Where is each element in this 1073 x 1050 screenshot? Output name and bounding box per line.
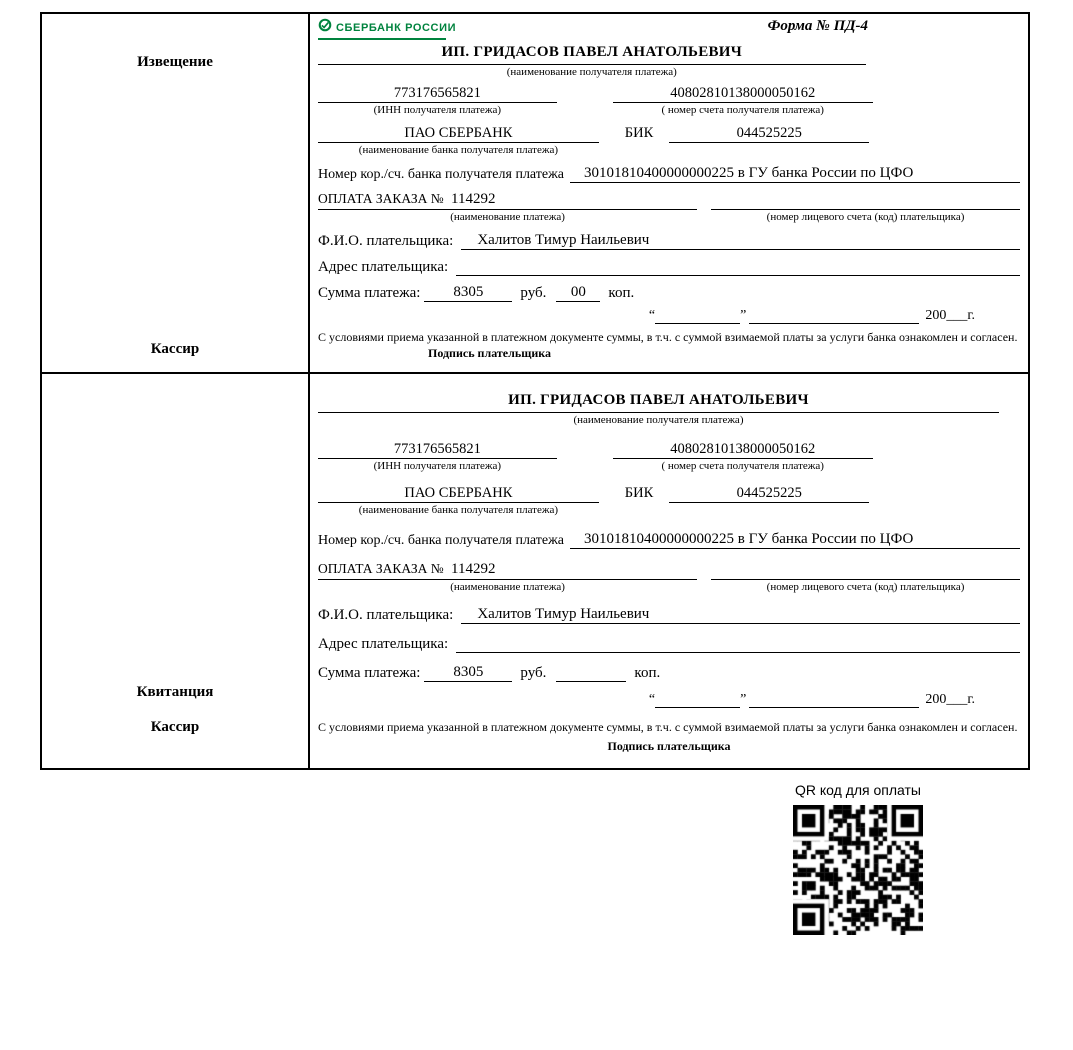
payer-code-caption: (номер лицевого счета (код) плательщика) <box>766 211 965 223</box>
payment-purpose-label: ОПЛАТА ЗАКАЗА № <box>318 191 444 206</box>
payer-address-row <box>318 634 1020 653</box>
quote-close: ” <box>740 308 747 323</box>
payer-code-line <box>711 562 1020 580</box>
bik-label: БИК <box>624 125 654 141</box>
payer-address-label: Адрес плательщика: <box>318 259 449 275</box>
sberbank-logo-icon <box>318 18 332 37</box>
order-number: 114292 <box>451 561 496 577</box>
korr-value: 30101810400000000225 в ГУ банка России по ЦФО <box>570 164 1020 183</box>
agreement-text <box>318 720 1020 736</box>
payment-caption: (наименование платежа) <box>450 581 565 593</box>
payment-caption: (наименование платежа) <box>450 211 565 223</box>
korr-label: Номер кор./сч. банка получателя платежа <box>318 167 564 182</box>
date-day-line <box>655 308 740 324</box>
payment-purpose-row <box>318 561 1020 580</box>
year-label: 200___г. <box>925 308 975 323</box>
inn-value: 773176565821 <box>318 440 557 459</box>
bank-caption: (наименование банка получателя платежа) <box>358 504 559 516</box>
bank-row <box>318 484 1020 516</box>
sberbank-logo-tagline <box>318 38 446 40</box>
quote-close: ” <box>740 692 747 707</box>
agreement-text <box>318 330 1020 361</box>
receipt-left-cell <box>42 374 310 768</box>
rub-label: руб. <box>520 285 547 301</box>
bank-row <box>318 124 1020 156</box>
sum-rub-value: 8305 <box>424 283 512 302</box>
recipient-block <box>318 44 866 78</box>
recipient-name: ИП. ГРИДАСОВ ПАВЕЛ АНАТОЛЬЕВИЧ <box>318 392 999 413</box>
receipt-content <box>310 374 1028 768</box>
account-caption: ( номер счета получателя платежа) <box>661 104 824 116</box>
inn-caption: (ИНН получателя платежа) <box>373 460 502 472</box>
bik-value: 044525225 <box>669 124 869 143</box>
form-number: Форма № ПД-4 <box>767 18 868 34</box>
bik-label: БИК <box>624 485 654 501</box>
payment-caption-row <box>318 580 1020 593</box>
signature-label: Подпись плательщика <box>607 738 731 753</box>
rub-label: руб. <box>520 665 547 681</box>
payer-address-label: Адрес плательщика: <box>318 636 449 652</box>
payer-code-caption: (номер лицевого счета (код) плательщика) <box>766 581 965 593</box>
kop-label: коп. <box>634 665 661 681</box>
account-caption: ( номер счета получателя платежа) <box>661 460 824 472</box>
sum-kop-blank-line <box>556 663 626 682</box>
recipient-name: ИП. ГРИДАСОВ ПАВЕЛ АНАТОЛЬЕВИЧ <box>318 44 866 65</box>
receipt-section <box>42 372 1028 768</box>
sberbank-logo-text: СБЕРБАНК РОССИИ <box>336 21 457 34</box>
date-day-line <box>655 692 740 708</box>
korr-row <box>318 164 1020 183</box>
notice-content <box>310 14 1028 372</box>
payer-fio-label: Ф.И.О. плательщика: <box>318 233 454 249</box>
payment-purpose <box>318 561 697 580</box>
recipient-caption: (наименование получателя платежа) <box>573 414 744 426</box>
date-row <box>318 692 975 708</box>
qr-section <box>772 782 944 940</box>
bank-caption: (наименование банка получателя платежа) <box>358 144 559 156</box>
payer-name-value: Халитов Тимур Наильевич <box>461 605 1020 624</box>
korr-value: 30101810400000000225 в ГУ банка России по ЦФО <box>570 530 1020 549</box>
order-number: 114292 <box>451 191 496 207</box>
inn-account-row <box>318 440 1020 472</box>
qr-caption: QR код для оплаты <box>794 782 921 798</box>
payment-caption-row <box>318 210 1020 223</box>
payment-sum-label: Сумма платежа: <box>318 665 421 681</box>
cashier-side-label: Кассир <box>150 719 200 735</box>
bank-name-value: ПАО СБЕРБАНК <box>318 484 599 503</box>
cashier-side-label: Кассир <box>150 341 200 357</box>
payment-form-pd4 <box>40 12 1030 770</box>
payment-sum-row <box>318 283 1020 302</box>
sum-rub-value: 8305 <box>424 663 512 682</box>
payer-address-line <box>456 257 1020 276</box>
recipient-block <box>318 392 999 426</box>
year-label: 200___г. <box>925 692 975 707</box>
payment-purpose-label: ОПЛАТА ЗАКАЗА № <box>318 561 444 576</box>
agreement-body: С условиями приема указанной в платежном документе суммы, в т.ч. с суммой взимаемой платы за услуги банка ознакомлен и согласен. <box>318 330 1018 344</box>
payer-name-value: Халитов Тимур Наильевич <box>461 231 1020 250</box>
inn-account-row <box>318 84 1020 116</box>
payer-address-row <box>318 257 1020 276</box>
date-month-line <box>749 692 919 708</box>
bik-value: 044525225 <box>669 484 869 503</box>
receipt-side-label: Квитанция <box>136 684 214 700</box>
payer-address-line <box>456 634 1020 653</box>
notice-left-cell <box>42 14 310 372</box>
qr-code <box>793 805 923 935</box>
kop-label: коп. <box>608 285 635 301</box>
bank-name-value: ПАО СБЕРБАНК <box>318 124 599 143</box>
payment-purpose <box>318 191 697 210</box>
notice-side-label: Извещение <box>137 54 213 70</box>
payment-purpose-row <box>318 191 1020 210</box>
payment-sum-label: Сумма платежа: <box>318 285 421 301</box>
sberbank-logo <box>318 18 456 40</box>
quote-open: “ <box>648 308 656 323</box>
recipient-caption: (наименование получателя платежа) <box>506 66 677 78</box>
account-value: 40802810138000050162 <box>613 440 873 459</box>
quote-open: “ <box>648 692 656 707</box>
payer-name-row <box>318 231 1020 250</box>
form-header <box>318 18 1020 42</box>
korr-label: Номер кор./сч. банка получателя платежа <box>318 533 564 548</box>
payment-sum-row <box>318 663 1020 682</box>
notice-section <box>42 14 1028 372</box>
account-value: 40802810138000050162 <box>613 84 873 103</box>
inn-value: 773176565821 <box>318 84 557 103</box>
korr-row <box>318 530 1020 549</box>
payer-code-line <box>711 192 1020 210</box>
payer-name-row <box>318 605 1020 624</box>
date-row <box>318 308 975 324</box>
agreement-body: С условиями приема указанной в платежном документе суммы, в т.ч. с суммой взимаемой платы за услуги банка ознакомлен и согласен. <box>318 720 1018 734</box>
payer-fio-label: Ф.И.О. плательщика: <box>318 607 454 623</box>
sum-kop-value: 00 <box>556 283 600 302</box>
signature-label: Подпись плательщика <box>428 345 551 360</box>
date-month-line <box>749 308 919 324</box>
inn-caption: (ИНН получателя платежа) <box>373 104 502 116</box>
